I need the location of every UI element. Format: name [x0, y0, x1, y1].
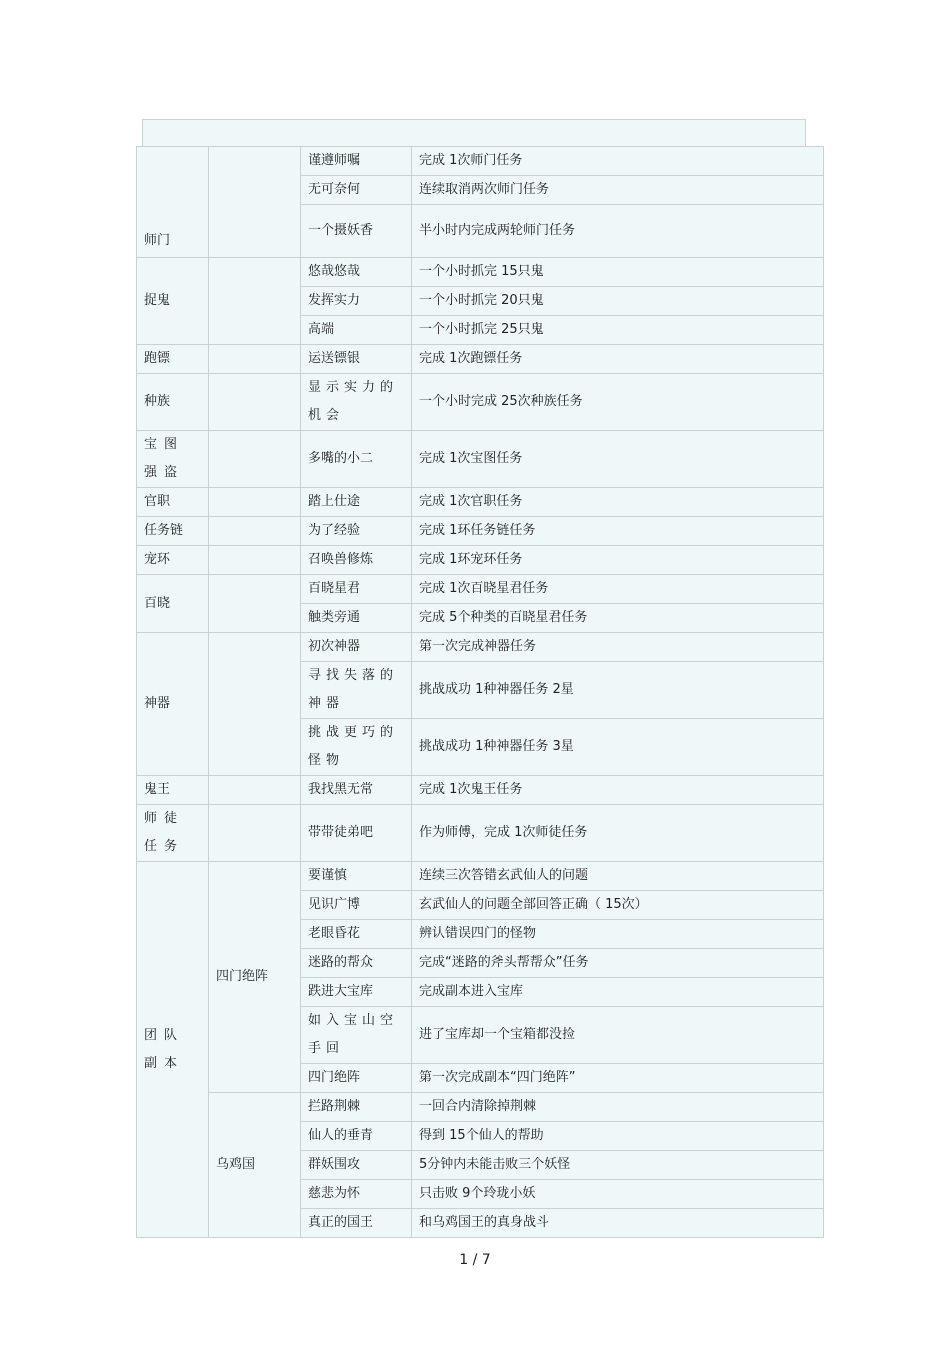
task-name-cell: 高端 — [301, 316, 412, 345]
category-cell: 师门 — [137, 147, 209, 258]
page-indicator: 1 / 7 — [459, 1252, 491, 1268]
subcategory-cell — [209, 517, 301, 546]
category-cell: 捉鬼 — [137, 258, 209, 345]
task-desc-cell: 辨认错误四门的怪物 — [412, 920, 824, 949]
task-desc-cell: 完成 5个种类的百晓星君任务 — [412, 604, 824, 633]
task-name-cell: 挑战更巧的怪物 — [301, 719, 412, 776]
task-name-cell: 谨遵师嘱 — [301, 147, 412, 176]
task-name-cell: 初次神器 — [301, 633, 412, 662]
task-name-cell: 我找黑无常 — [301, 776, 412, 805]
task-desc-cell: 完成“迷路的斧头帮帮众”任务 — [412, 949, 824, 978]
task-name-cell: 群妖围攻 — [301, 1151, 412, 1180]
task-desc-cell: 完成 1次师门任务 — [412, 147, 824, 176]
task-name-cell: 无可奈何 — [301, 176, 412, 205]
task-name-cell: 见识广博 — [301, 891, 412, 920]
category-cell: 官职 — [137, 488, 209, 517]
task-desc-cell: 第一次完成副本“四门绝阵” — [412, 1064, 824, 1093]
task-name-cell: 运送镖银 — [301, 345, 412, 374]
task-name-cell: 踏上仕途 — [301, 488, 412, 517]
task-name-cell: 拦路荆棘 — [301, 1093, 412, 1122]
task-desc-cell: 进了宝库却一个宝箱都没捡 — [412, 1007, 824, 1064]
task-desc-cell: 完成 1次跑镖任务 — [412, 345, 824, 374]
category-cell: 团队副本 — [137, 862, 209, 1238]
task-desc-cell: 完成 1次官职任务 — [412, 488, 824, 517]
category-cell: 鬼王 — [137, 776, 209, 805]
category-cell: 宠环 — [137, 546, 209, 575]
task-desc-cell: 完成 1环宠环任务 — [412, 546, 824, 575]
task-desc-cell: 和乌鸡国王的真身战斗 — [412, 1209, 824, 1238]
achievement-table — [136, 146, 824, 1238]
subcategory-cell — [209, 258, 301, 345]
task-name-cell: 跌进大宝库 — [301, 978, 412, 1007]
task-desc-cell: 一个小时完成 25次种族任务 — [412, 374, 824, 431]
task-desc-cell: 作为师傅，完成 1次师徒任务 — [412, 805, 824, 862]
task-name-cell: 仙人的垂青 — [301, 1122, 412, 1151]
task-desc-cell: 挑战成功 1种神器任务 3星 — [412, 719, 824, 776]
task-name-cell: 为了经验 — [301, 517, 412, 546]
task-name-cell: 老眼昏花 — [301, 920, 412, 949]
task-desc-cell: 玄武仙人的问题全部回答正确（ 15次） — [412, 891, 824, 920]
task-name-cell: 发挥实力 — [301, 287, 412, 316]
task-desc-cell: 完成 1次鬼王任务 — [412, 776, 824, 805]
task-name-cell: 真正的国王 — [301, 1209, 412, 1238]
task-desc-cell: 半小时内完成两轮师门任务 — [412, 205, 824, 258]
task-name-cell: 召唤兽修炼 — [301, 546, 412, 575]
task-name-cell: 悠哉悠哉 — [301, 258, 412, 287]
task-desc-cell: 只击败 9个玲珑小妖 — [412, 1180, 824, 1209]
task-name-cell: 一个摄妖香 — [301, 205, 412, 258]
subcategory-cell — [209, 147, 301, 258]
task-name-cell: 要谨慎 — [301, 862, 412, 891]
task-desc-cell: 完成副本进入宝库 — [412, 978, 824, 1007]
subcategory-cell — [209, 546, 301, 575]
task-name-cell: 慈悲为怀 — [301, 1180, 412, 1209]
task-desc-cell: 得到 15个仙人的帮助 — [412, 1122, 824, 1151]
task-desc-cell: 一个小时抓完 20只鬼 — [412, 287, 824, 316]
task-desc-cell: 连续三次答错玄武仙人的问题 — [412, 862, 824, 891]
category-cell: 师徒任务 — [137, 805, 209, 862]
subcategory-cell — [209, 776, 301, 805]
table-header-box — [142, 119, 806, 146]
task-desc-cell: 完成 1次宝图任务 — [412, 431, 824, 488]
subcategory-cell — [209, 374, 301, 431]
subcategory-cell — [209, 633, 301, 776]
task-desc-cell: 5分钟内未能击败三个妖怪 — [412, 1151, 824, 1180]
task-desc-cell: 一个小时抓完 15只鬼 — [412, 258, 824, 287]
task-desc-cell: 挑战成功 1种神器任务 2星 — [412, 662, 824, 719]
category-cell: 宝图强盗 — [137, 431, 209, 488]
category-cell: 任务链 — [137, 517, 209, 546]
category-cell: 种族 — [137, 374, 209, 431]
subcategory-cell — [209, 345, 301, 374]
subcategory-cell — [209, 805, 301, 862]
task-name-cell: 如入宝山空手回 — [301, 1007, 412, 1064]
category-cell: 神器 — [137, 633, 209, 776]
task-name-cell: 带带徒弟吧 — [301, 805, 412, 862]
task-desc-cell: 第一次完成神器任务 — [412, 633, 824, 662]
subcategory-cell — [209, 575, 301, 633]
task-name-cell: 多嘴的小二 — [301, 431, 412, 488]
task-name-cell: 触类旁通 — [301, 604, 412, 633]
task-name-cell: 寻找失落的神器 — [301, 662, 412, 719]
task-desc-cell: 连续取消两次师门任务 — [412, 176, 824, 205]
task-desc-cell: 完成 1环任务链任务 — [412, 517, 824, 546]
task-name-cell: 迷路的帮众 — [301, 949, 412, 978]
task-name-cell: 四门绝阵 — [301, 1064, 412, 1093]
task-name-cell: 显示实力的机会 — [301, 374, 412, 431]
subcategory-cell: 乌鸡国 — [209, 1093, 301, 1238]
subcategory-cell — [209, 488, 301, 517]
task-name-cell: 百晓星君 — [301, 575, 412, 604]
task-desc-cell: 一个小时抓完 25只鬼 — [412, 316, 824, 345]
category-cell: 跑镖 — [137, 345, 209, 374]
subcategory-cell — [209, 431, 301, 488]
task-desc-cell: 完成 1次百晓星君任务 — [412, 575, 824, 604]
subcategory-cell: 四门绝阵 — [209, 862, 301, 1093]
category-cell: 百晓 — [137, 575, 209, 633]
task-desc-cell: 一回合内清除掉荆棘 — [412, 1093, 824, 1122]
